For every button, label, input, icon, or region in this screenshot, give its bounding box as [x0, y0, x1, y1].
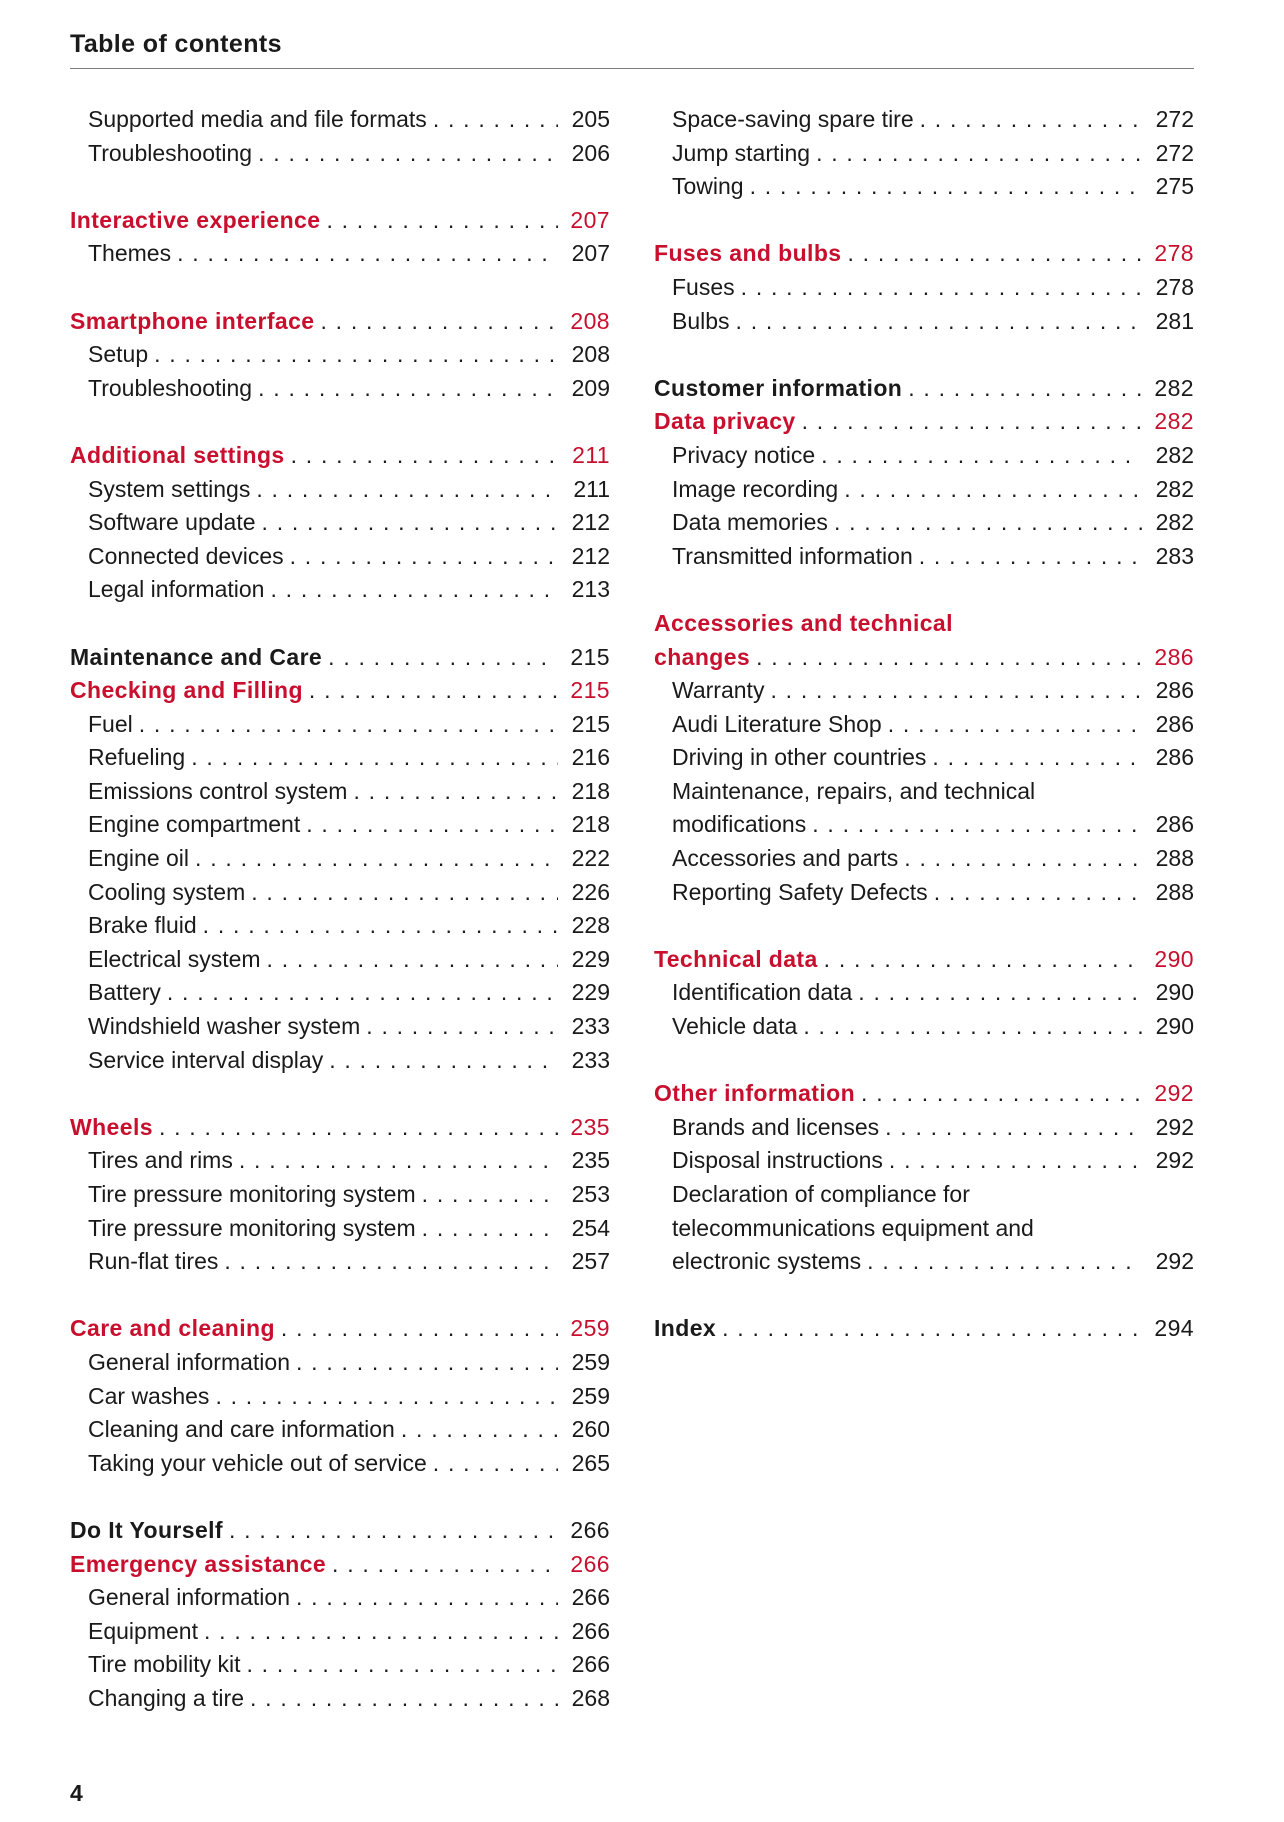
toc-entry-connected-devices[interactable]	[70, 540, 610, 574]
toc-page-number: 286	[1155, 744, 1194, 771]
toc-page-number: 281	[1155, 307, 1194, 334]
toc-label: Software update	[88, 509, 256, 536]
toc-entry-tire-pressure-monitoring-system[interactable]	[70, 1178, 610, 1212]
toc-label: Equipment	[88, 1617, 198, 1644]
toc-label: Electrical system	[88, 945, 261, 972]
toc-entry-general-information[interactable]	[70, 1346, 610, 1380]
toc-page-number: 215	[570, 677, 610, 704]
toc-section-care-and-cleaning[interactable]	[70, 1312, 610, 1346]
toc-page-number: 278	[1155, 273, 1194, 300]
toc-label: Tire mobility kit	[88, 1651, 241, 1678]
toc-label: Brands and licenses	[672, 1113, 880, 1140]
toc-section-wheels[interactable]	[70, 1111, 610, 1145]
toc-label: Troubleshooting	[88, 139, 253, 166]
toc-label: Cooling system	[88, 878, 246, 905]
toc-entry-privacy-notice[interactable]	[654, 439, 1194, 473]
toc-page-number: 288	[1155, 878, 1194, 905]
toc-label: Tire pressure monitoring system	[88, 1214, 416, 1241]
toc-page-number: 207	[570, 206, 610, 233]
toc-entry-accessories-and-parts[interactable]	[654, 842, 1194, 876]
toc-page-number: 253	[571, 1181, 610, 1207]
toc-entry-electrical-system[interactable]	[70, 943, 610, 977]
toc-page-number: 235	[571, 1147, 610, 1174]
toc-page-number: 229	[571, 945, 610, 972]
toc-page-number: 233	[571, 1046, 610, 1073]
dot-leader	[154, 338, 558, 372]
toc-left-column	[70, 103, 610, 1716]
dot-leader	[229, 1514, 558, 1548]
toc-label: Setup	[88, 341, 149, 368]
toc-entry-image-recording[interactable]	[654, 473, 1194, 507]
dot-leader	[932, 741, 1142, 775]
toc-entry-bulbs[interactable]	[654, 305, 1194, 339]
dot-leader	[224, 1245, 558, 1279]
dot-leader	[934, 876, 1142, 910]
toc-label: Audi Literature Shop	[672, 710, 882, 737]
toc-page-number: 260	[571, 1416, 610, 1443]
toc-page-number: 282	[1155, 509, 1194, 536]
toc-label: Driving in other countries	[672, 744, 927, 771]
dot-leader	[258, 137, 558, 171]
toc-page-number: 286	[1155, 811, 1194, 838]
dot-leader	[247, 1648, 559, 1682]
toc-page-number: 212	[571, 509, 610, 536]
dot-leader	[750, 170, 1142, 204]
toc-label: Customer information	[654, 374, 903, 401]
toc-label: General information	[88, 1584, 290, 1611]
dot-leader	[736, 305, 1142, 339]
toc-entry-engine-oil[interactable]	[70, 842, 610, 876]
toc-section-fuses-and-bulbs[interactable]	[654, 237, 1194, 271]
toc-label: Additional settings	[70, 441, 285, 468]
dot-leader	[889, 1144, 1142, 1178]
dot-leader	[812, 808, 1142, 842]
toc-page-number: 226	[571, 878, 610, 905]
toc-label: Brake fluid	[88, 912, 197, 939]
toc-page-number: 290	[1155, 1013, 1194, 1040]
toc-page-number: 266	[570, 1550, 610, 1577]
dot-leader	[195, 842, 558, 876]
toc-section-changes[interactable]	[654, 641, 1194, 675]
toc-entry-vehicle-data[interactable]	[654, 1010, 1194, 1044]
toc-entry-brands-and-licenses[interactable]	[654, 1111, 1194, 1145]
toc-entry-warranty[interactable]	[654, 674, 1194, 708]
toc-spacer	[654, 1279, 1194, 1313]
dot-leader	[816, 137, 1142, 171]
toc-label: Bulbs	[672, 307, 730, 334]
dot-leader	[329, 1044, 558, 1078]
toc-spacer	[654, 338, 1194, 372]
toc-page-number: 228	[571, 912, 610, 939]
toc-page-number: 282	[1154, 374, 1194, 401]
toc-entry-system-settings[interactable]	[70, 473, 610, 507]
toc-entry-troubleshooting[interactable]	[70, 137, 610, 171]
toc-label: System settings	[88, 475, 251, 502]
toc-page-number: 209	[571, 374, 610, 401]
toc-entry-towing[interactable]	[654, 170, 1194, 204]
toc-page-number: 290	[1154, 945, 1194, 972]
toc-entry-cleaning-and-care-information[interactable]	[70, 1413, 610, 1447]
dot-leader	[422, 1178, 558, 1212]
dot-leader	[885, 1111, 1142, 1145]
dot-leader	[328, 641, 558, 675]
dot-leader	[262, 506, 558, 540]
toc-page-number: 278	[1154, 240, 1194, 267]
toc-page-number: 254	[571, 1214, 610, 1241]
dot-leader	[821, 439, 1142, 473]
toc-page-number: 265	[571, 1449, 610, 1476]
dot-leader	[251, 876, 558, 910]
toc-page-number: 257	[571, 1248, 610, 1275]
toc-spacer	[654, 204, 1194, 238]
toc-section-emergency-assistance[interactable]	[70, 1548, 610, 1582]
toc-section-additional-settings[interactable]	[70, 439, 610, 473]
toc-label: telecommunications equipment and	[672, 1214, 1034, 1241]
toc-entry-general-information[interactable]	[70, 1581, 610, 1615]
dot-leader	[296, 1581, 558, 1615]
toc-page-number: 292	[1155, 1248, 1194, 1275]
toc-label: Identification data	[672, 979, 853, 1006]
toc-spacer	[70, 1480, 610, 1514]
toc-spacer	[70, 607, 610, 641]
toc-page-number: 294	[1154, 1315, 1194, 1342]
toc-entry-refueling[interactable]	[70, 741, 610, 775]
toc-page-number: 282	[1154, 408, 1194, 435]
toc-spacer	[70, 1279, 610, 1313]
toc-entry-engine-compartment[interactable]	[70, 808, 610, 842]
toc-label: Legal information	[88, 576, 265, 603]
toc-entry-data-memories[interactable]	[654, 506, 1194, 540]
toc-label: Wheels	[70, 1113, 153, 1140]
dot-leader	[167, 976, 558, 1010]
toc-label: modifications	[672, 811, 807, 838]
toc-entry-legal-information[interactable]	[70, 573, 610, 607]
toc-entry-service-interval-display[interactable]	[70, 1044, 610, 1078]
toc-label: Transmitted information	[672, 542, 913, 569]
toc-page-number: 216	[571, 744, 610, 771]
toc-label: Service interval display	[88, 1046, 324, 1073]
toc-label: Declaration of compliance for	[672, 1181, 970, 1207]
toc-page-number: 290	[1155, 979, 1194, 1006]
toc-label: Taking your vehicle out of service	[88, 1449, 427, 1476]
toc-entry-transmitted-information[interactable]	[654, 540, 1194, 574]
toc-entry-jump-starting[interactable]	[654, 137, 1194, 171]
toc-label: Image recording	[672, 475, 839, 502]
toc-label: Technical data	[654, 945, 818, 972]
toc-label: electronic systems	[672, 1248, 862, 1275]
toc-spacer	[70, 405, 610, 439]
dot-leader	[203, 909, 558, 943]
toc-label: Jump starting	[672, 139, 811, 166]
dot-leader	[722, 1312, 1142, 1346]
toc-spacer	[654, 1044, 1194, 1078]
dot-leader	[834, 506, 1142, 540]
toc-entry-audi-literature-shop[interactable]	[654, 708, 1194, 742]
toc-page-number: 286	[1155, 710, 1194, 737]
toc-spacer	[654, 573, 1194, 607]
toc-label: Interactive experience	[70, 206, 321, 233]
dot-leader	[433, 103, 558, 137]
toc-entry-disposal-instructions[interactable]	[654, 1144, 1194, 1178]
dot-leader	[191, 741, 558, 775]
toc-page-number: 288	[1155, 845, 1194, 872]
toc-entry-identification-data[interactable]	[654, 976, 1194, 1010]
toc-entry-windshield-washer-system[interactable]	[70, 1010, 610, 1044]
toc-label: Fuel	[88, 710, 133, 737]
toc-page-number: 266	[571, 1584, 610, 1611]
toc-label: Data memories	[672, 509, 828, 536]
dot-leader	[326, 204, 558, 238]
toc-section-accessories-and-technical[interactable]	[654, 607, 1194, 641]
toc-label: Warranty	[672, 677, 765, 704]
toc-entry-battery[interactable]	[70, 976, 610, 1010]
toc-section-index[interactable]	[654, 1312, 1194, 1346]
dot-leader	[309, 674, 558, 708]
toc-label: Supported media and file formats	[88, 106, 427, 132]
toc-label: Smartphone interface	[70, 307, 315, 334]
dot-leader	[204, 1615, 558, 1649]
toc-label: Do It Yourself	[70, 1516, 223, 1543]
dot-leader	[433, 1447, 558, 1481]
toc-entry-modifications[interactable]	[654, 808, 1194, 842]
toc-page-number: 205	[571, 106, 610, 132]
toc-page-number: 208	[570, 307, 610, 334]
header-rule	[70, 68, 1194, 69]
toc-section-checking-and-filling[interactable]	[70, 674, 610, 708]
toc-label: General information	[88, 1348, 290, 1375]
toc-page-number: 266	[571, 1617, 610, 1644]
toc-label: Car washes	[88, 1382, 210, 1409]
toc-entry-supported-media-and-file-formats[interactable]	[70, 103, 610, 137]
dot-leader	[290, 540, 558, 574]
dot-leader	[353, 775, 558, 809]
toc-page-number: 208	[571, 341, 610, 368]
dot-leader	[281, 1312, 558, 1346]
dot-leader	[366, 1010, 558, 1044]
toc-spacer	[70, 170, 610, 204]
toc-page-number: 206	[571, 139, 610, 166]
dot-leader	[270, 573, 558, 607]
toc-page-number: 207	[571, 240, 610, 267]
toc-section-customer-information[interactable]	[654, 372, 1194, 406]
toc-page-number: 292	[1155, 1147, 1194, 1174]
toc-label: Engine oil	[88, 845, 190, 872]
toc-page-number: 282	[1155, 441, 1194, 468]
toc-label: Data privacy	[654, 408, 796, 435]
toc-entry-themes[interactable]	[70, 237, 610, 271]
toc-label: Index	[654, 1315, 717, 1342]
dot-leader	[159, 1111, 558, 1145]
dot-leader	[239, 1144, 558, 1178]
toc-entry-equipment[interactable]	[70, 1615, 610, 1649]
toc-entry-tire-mobility-kit[interactable]	[70, 1648, 610, 1682]
toc-page-number: 235	[570, 1113, 610, 1140]
toc-entry-brake-fluid[interactable]	[70, 909, 610, 943]
toc-label: Maintenance and Care	[70, 643, 323, 670]
toc-entry-space-saving-spare-tire[interactable]	[654, 103, 1194, 137]
toc-label: Battery	[88, 979, 161, 1006]
toc-page-number: 211	[572, 441, 610, 468]
dot-leader	[296, 1346, 558, 1380]
dot-leader	[320, 305, 558, 339]
toc-label: Towing	[672, 173, 744, 200]
toc-page-number: 259	[571, 1348, 610, 1375]
toc-label: Fuses	[672, 273, 735, 300]
toc-page-number: 215	[571, 710, 610, 737]
toc-section-other-information[interactable]	[654, 1077, 1194, 1111]
toc-page-number: 259	[570, 1315, 610, 1342]
toc-label: Themes	[88, 240, 172, 267]
toc-page-number: 229	[571, 979, 610, 1006]
dot-leader	[803, 1010, 1142, 1044]
toc-page-number: 218	[571, 811, 610, 838]
dot-leader	[908, 372, 1142, 406]
toc-page-number: 272	[1155, 106, 1194, 132]
toc-entry-driving-in-other-countries[interactable]	[654, 741, 1194, 775]
dot-leader	[847, 237, 1142, 271]
toc-entry-run-flat-tires[interactable]	[70, 1245, 610, 1279]
dot-leader	[177, 237, 558, 271]
toc-page-number: 266	[571, 1651, 610, 1678]
toc-section-do-it-yourself[interactable]	[70, 1514, 610, 1548]
dot-leader	[904, 842, 1142, 876]
dot-leader	[250, 1682, 558, 1716]
toc-entry-software-update[interactable]	[70, 506, 610, 540]
toc-right-column	[654, 103, 1194, 1346]
toc-page-number: 218	[571, 777, 610, 804]
header-title: Table of contents	[70, 30, 282, 58]
toc-label: Reporting Safety Defects	[672, 878, 928, 905]
dot-leader	[858, 976, 1142, 1010]
toc-label: Space-saving spare tire	[672, 106, 914, 132]
toc-page-number: 282	[1155, 475, 1194, 502]
toc-label: Tires and rims	[88, 1147, 233, 1174]
toc-label: Changing a tire	[88, 1684, 244, 1711]
toc-entry-changing-a-tire[interactable]	[70, 1682, 610, 1716]
toc-section-data-privacy[interactable]	[654, 405, 1194, 439]
toc-section-maintenance-and-care[interactable]	[70, 641, 610, 675]
toc-entry-maintenance-repairs-and-technical[interactable]	[654, 775, 1194, 809]
toc-label: Windshield washer system	[88, 1013, 361, 1040]
toc-entry-reporting-safety-defects[interactable]	[654, 876, 1194, 910]
toc-page-number: 259	[571, 1382, 610, 1409]
page-number: 4	[70, 1780, 83, 1806]
toc-page-number: 292	[1154, 1080, 1194, 1107]
toc-entry-fuses[interactable]	[654, 271, 1194, 305]
toc-label: Emissions control system	[88, 777, 348, 804]
dot-leader	[258, 372, 558, 406]
toc-label: Checking and Filling	[70, 677, 303, 704]
toc-page-number: 292	[1155, 1113, 1194, 1140]
toc-entry-car-washes[interactable]	[70, 1380, 610, 1414]
toc-label: changes	[654, 643, 751, 670]
toc-page-number: 286	[1154, 643, 1194, 670]
toc-page-number: 275	[1155, 173, 1194, 200]
toc-page-number: 222	[571, 845, 610, 872]
toc-page-number: 212	[571, 542, 610, 569]
dot-leader	[401, 1413, 558, 1447]
toc-entry-emissions-control-system[interactable]	[70, 775, 610, 809]
toc-spacer	[654, 909, 1194, 943]
toc-label: Care and cleaning	[70, 1315, 275, 1342]
toc-spacer	[70, 1077, 610, 1111]
toc-entry-telecommunications-equipment-and[interactable]	[654, 1212, 1194, 1246]
toc-page-number: 215	[570, 643, 610, 670]
dot-leader	[861, 1077, 1142, 1111]
dot-leader	[332, 1548, 558, 1582]
toc-label: Fuses and bulbs	[654, 240, 842, 267]
toc-label: Refueling	[88, 744, 186, 771]
dot-leader	[291, 439, 558, 473]
dot-leader	[867, 1245, 1142, 1279]
toc-entry-tires-and-rims[interactable]	[70, 1144, 610, 1178]
toc-label: Privacy notice	[672, 441, 816, 468]
toc-label: Vehicle data	[672, 1013, 798, 1040]
dot-leader	[215, 1380, 558, 1414]
dot-leader	[888, 708, 1142, 742]
dot-leader	[802, 405, 1142, 439]
toc-label: Emergency assistance	[70, 1550, 327, 1577]
toc-entry-taking-your-vehicle-out-of-service[interactable]	[70, 1447, 610, 1481]
dot-leader	[267, 943, 558, 977]
toc-label: Engine compartment	[88, 811, 301, 838]
dot-leader	[920, 103, 1142, 137]
dot-leader	[139, 708, 558, 742]
dot-leader	[741, 271, 1142, 305]
dot-leader	[756, 641, 1142, 675]
toc-label: Accessories and parts	[672, 845, 899, 872]
toc-label: Tire pressure monitoring system	[88, 1181, 416, 1207]
toc-page-number: 211	[573, 475, 610, 502]
toc-label: Troubleshooting	[88, 374, 253, 401]
toc-entry-electronic-systems[interactable]	[654, 1245, 1194, 1279]
toc-entry-troubleshooting[interactable]	[70, 372, 610, 406]
toc-label: Other information	[654, 1080, 856, 1107]
toc-page-number: 272	[1155, 139, 1194, 166]
toc-page-number: 233	[571, 1013, 610, 1040]
toc-page-number: 213	[571, 576, 610, 603]
toc-entry-cooling-system[interactable]	[70, 876, 610, 910]
toc-page-number: 283	[1155, 542, 1194, 569]
toc-label: Connected devices	[88, 542, 284, 569]
toc-label: Accessories and technical	[654, 609, 953, 636]
dot-leader	[919, 540, 1142, 574]
toc-section-smartphone-interface[interactable]	[70, 305, 610, 339]
dot-leader	[770, 674, 1142, 708]
toc-label: Maintenance, repairs, and technical	[672, 777, 1036, 804]
toc-spacer	[70, 271, 610, 305]
toc-entry-tire-pressure-monitoring-system[interactable]	[70, 1212, 610, 1246]
toc-entry-declaration-of-compliance-for[interactable]	[654, 1178, 1194, 1212]
toc-section-technical-data[interactable]	[654, 943, 1194, 977]
toc-entry-setup[interactable]	[70, 338, 610, 372]
dot-leader	[256, 473, 558, 507]
toc-label: Run-flat tires	[88, 1248, 219, 1275]
dot-leader	[844, 473, 1142, 507]
toc-section-interactive-experience[interactable]	[70, 204, 610, 238]
toc-page-number: 266	[570, 1516, 610, 1543]
toc-label: Cleaning and care information	[88, 1416, 395, 1443]
toc-label: Disposal instructions	[672, 1147, 883, 1174]
dot-leader	[306, 808, 558, 842]
dot-leader	[422, 1212, 558, 1246]
toc-page-number: 268	[571, 1684, 610, 1711]
dot-leader	[824, 943, 1142, 977]
toc-entry-fuel[interactable]	[70, 708, 610, 742]
toc-page-number: 286	[1155, 677, 1194, 704]
